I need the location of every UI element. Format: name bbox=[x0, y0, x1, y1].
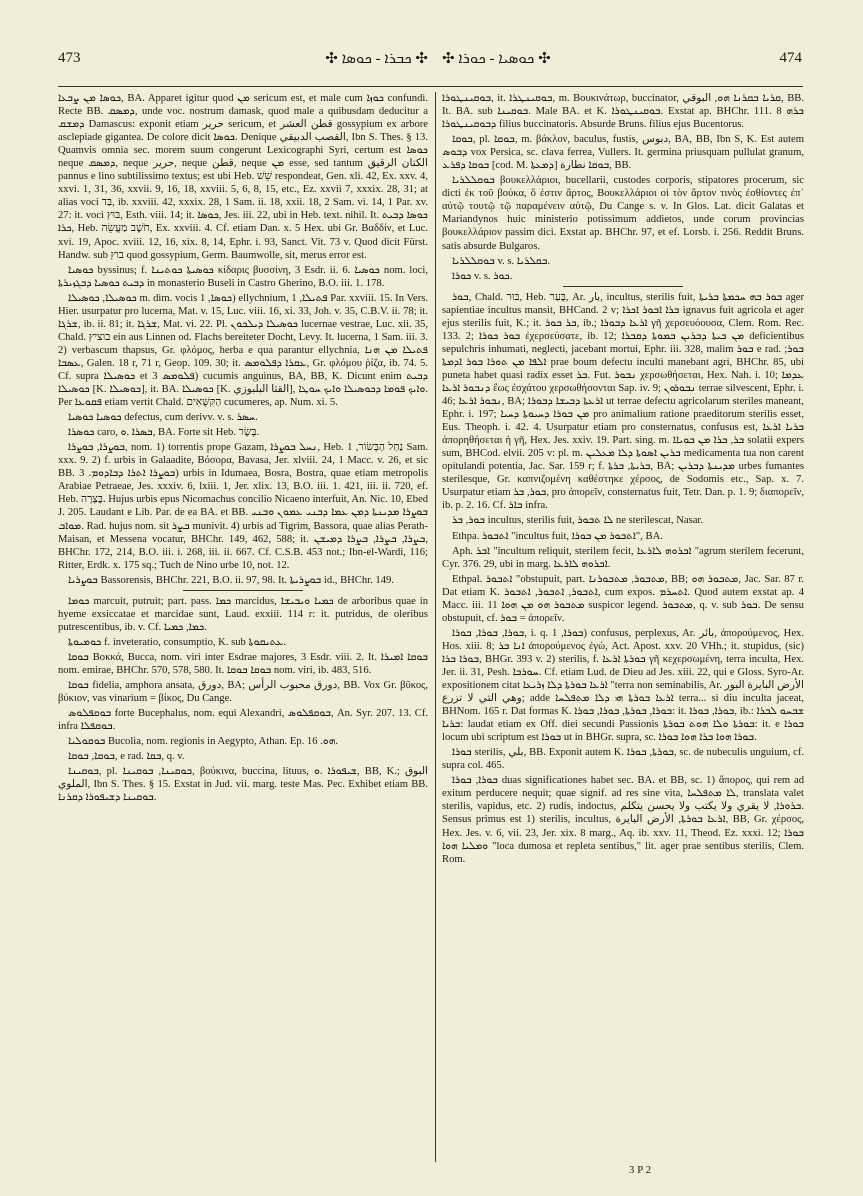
dictionary-entry: ܒܘܪ, ܒܪ incultus, sterilis fuit, ܠܐ ܬܒܘܪ ne sterilescat, Nasar. bbox=[452, 515, 703, 527]
signature-mark: 3 P 2 bbox=[628, 1164, 652, 1176]
dictionary-entry: ܟܘܣܝܐ ܟܘܣܝܐ defectus, cum derivv. v. s. ܚܣܪ. bbox=[68, 412, 258, 424]
dictionary-entry: ܒܘܩܐ fidelia, amphora ansata, دورق, BA; دورق محبوب الرأس, BB. Vox Gr. βῦκος, βύκιον, vas vinarium = βίκος, Du Cange. bbox=[58, 680, 428, 705]
dictionary-entry: ܒܘܩܠܠܪܝܐ v. s. ܒܩܠܪܝܐ. bbox=[452, 255, 551, 267]
dictionary-entry: ܒܘܩܐ Βοκκά, Bucca, nom. viri inter Esdrae majores, 3 Esdr. viii. 2. It. ܒܘܩܐ ܐܡܝܪܐ nom. emirae, BHChr. 570, 578, 580. It. ܒܘܩܐ ܒܘܩܐ nom. viri, ib. 483, 516. bbox=[58, 651, 428, 676]
dictionary-entry: ܒܘܩܐ, pl. ܒܘܩܐ, m. βάκλον, baculus, fustis, دبوس, BA, BB, Ibn S, K. Est autem ܕܒܘܣ vox Persica, sc. clava ferrea, Vullers. It. germina priusquam pullulat granum, ܒܘܩܐ ܕܦܪܥ [cod. M. ܕܡܥܬܐ] ܒܘܩܐ نطارة, BB. bbox=[442, 134, 804, 172]
dictionary-entry: ܟܘܡܐ marcuit, putruit; part. pass. ܟܡܐ marcidus, ܟܡܝܐ ܘܝܒܝܫܐ de arboribus quae in hyeme exsiccatae et marcidae sunt, Laud. exxiii. 114 r: it. putridus, de oleribus putrescentibus, ib. v. Cf. ܟܡܐ, ܟܡܝܐ. bbox=[58, 595, 428, 633]
dictionary-entry: ܒܘܩܐ, ܒܘܩܐ, e rad. ܒܩܐ, q. v. bbox=[68, 751, 185, 763]
dictionary-entry: ܒܘܩܘܠܝܐ Bucolia, nom. regionis in Aegypto, Athan. Ep. ܗܘ. 16. bbox=[68, 736, 338, 748]
dictionary-entry: Aph. ܐܒܪ "incultum reliquit, sterilem fecit, ܐܒܪܘܗ ܠܐܪܥܐ "agrum sterilem fecerunt, Cyr. 376. 29, ubi in marg. ܐܒܪܘܗ ܠܐܪܥܐ. bbox=[442, 545, 804, 570]
right-column bbox=[442, 92, 804, 1162]
dictionary-entry: ܒܘܩܦܠܘܣ forte Bucephalus, nom. equi Alexandri, ܒܘܩܦܠܘܣ, An. Syr. 207. 13. Cf. infra ܒܘܩܦܠܐ. bbox=[58, 708, 428, 733]
left-page-number: 473 bbox=[58, 49, 81, 66]
dictionary-entry: ܒܘܩܝܢܐ, pl. ܒܘܩܝܢܐ, ܒܘܩܝܢܐ, βούκινα, buccina, lituus, ܫܝܦܘܪܐ .ܘ, BB, K.; البوق الملوي, Ibn S. Thes. § 15. Exstat in Jud. vii. marg. teste Mas. Pec. Exhibet etiam BB. ܒܘܩܝܢܐ ܕܫܝܦܘܪܐ ܕܩܪܢܐ. bbox=[58, 766, 428, 804]
dictionary-entry: Ethpal. ܐܬܒܘܪ "obstupuit, part. ܡܬܒܘܪ, ܡܬܒܘܪܢܐ, BB; ܡܬܒܘܪ ܗܘ, Jac. Sar. 87 r. Dat etiam K. ܐܬܒܘܪ, ܐܬܒܘܪ, ܐܬܒܘܪ, cum expos. ܐܬܚܪܡ. Quod autem exstat ap. 4 Macc. iii. 11 ܡܬܒܘܪ ܗܘ ܡܢ ܗܘܐ suspicor legend. ܡܬܒܘܪ, q. v. sub ܒܘܪ. De sensu obstupuit, cf. ܒܘܪ = ἀπορεῖν. bbox=[442, 573, 804, 624]
dictionary-entry: ܟܘܣܝܠܐ, ܟܘܣܝܠܐ m. dim. vocis ܟܘܣܐ, 1) ellychnium, ܦܬܝܠܐ, 1 Par. xxviii. 15. In Vers. Hier. usurpatur pro lucerna, Mat. v. 15, Luc. viii. 16, xi. 33, Joh. v. 35, C.B.V. ii. 78; it. ܫܪܓܐ, ib. ii. 81; it. ܫܪܓܐ, Mat. vi. 22. Pl. ܟܘܣܝܠܐ ܕܝܠܟܘܢ lucernae vestrae, Luc. xii. 35, Chald. בוציץ ein aus Linnen od. Flachs bereiteter Docht, Levy. It. lucerna, 1 Sam. iii. 3. 2) verbascum thapsus, Gr. φλόμος, herba e qua parantur ellychnia, ܦܬܝܠܐ ܡܢ ܗܢܐ ܥܣܒܐ, Galen. 18 r, 71 r, Geop. 109. 30; it. ܥܩܪܐ ܕܦܠܘܡܣ, Gr. φλόμου ῥίζα, ib. 74. 5. Cf. supra ܟܘܣܝܠܐ et ܦܠܘܡܣ 3) cucumis anguinus, BA, BB, K. Dicunt enim ܕܒܝܬ ܟܘܣܝܠܐ [K. ܟܘܣܝܠܐ], it. BA. ܟܘܣܝܠܐ [K. القثا البلبوزي], ܘܐܝܟ ܦܘܡܐ ܕܟܘܣܝܠܐ ܘܐܝܟ ܚܘܛܐ. Per ܦܩܘܥܐ etiam vertit Chald. הַקִּשֻּׁאִים cucumeres, ap. Num. xi. 5. bbox=[58, 292, 428, 409]
right-page-header bbox=[442, 40, 802, 76]
dictionary-entry: ܟܘܣܐ ܡܢ ܨܒܥܐ, BA. Apparet igitur quod ܡܢ sericum est, et male cum ܟܘܙܐ confundi. Recte BB. ܕܡܣܩ, unde voc. nostrum damask, quod male a quibusdam deducitur a ܕܡܫܩ Damascus: exponit etiam حرير sericum, et قطن العشر gossypium ex arbore asclepiade gigantea. De colore dicit ܟܘܣܐ. Denique القصب الدبيقي, Ibn S. Thes. § 13. Quamvis omnia sec. morem suum congerunt Lexicographi Syri, certum est ܟܘܣܐ neque ܕܡܣܩ, neque حرير, neque قطن, neque ܡܢ esse, sed tantum الكتان الرقيق pannus e lino subtilissimo textus; est ubi Heb. שֵׁשׁ respondeat, Gen. xli. 42, Ex. xxv. 4, xxvi. 1, 31, 36, xxvii. 9, 16, 18, xxviii. 5, 6, 8, 15, etc., Ez. xxvii 7, xxxix. 28, 31; at alias voci בַּד, ib. xxviii. 42, xxxix. 28, 1 Sam. ii. 18, xxii. 18, 2 Sam. vi. 14, 1 Par. xv. 27: it. voci בּוּץ, Esth. viii. 14; it. ܟܘܣܐ, Jes. iii. 22, ubi in Heb. text. nihil. It. ܟܘܣܐ ܕܒܝܬ ܟܪܐ, Heb. חֹשֶׁב מַעֲשֵׂה, Ex. xxviii. 4. Cf. etiam Dan. x. 5 Hex. ubi Gr. Βαδδίν, et Luc. xvi. 19, Apoc. xviii. 12, 16, xix. 8, 14, Ephr. i. 93, Sanct. Vit. 73 v. Quod dicit Fürst. Handw. sub בוץ quod gossypium, Germ. Baumwolle, sit, merus error est. bbox=[58, 93, 428, 261]
dictionary-entry: ܒܘܪ, Chald. בּוּר, Heb. בָּעַר, Ar. بار, incultus, sterilis fuit, ܒܘܪ ܒܗ ܚܟܡܬܐ ܒܪܝܬܐ ager sapientiae incultus mansit, BHCand. 2 v; ܒܪܐ ܐܒܘܪ ܐܟܪܐ ignavus fuit agricola et ager ejus sterilis fuit, K.; it. ܒܪ ܒܘܪ, ib.; ܐܪܥܐ ܕܒܘܪܐ γῆ χερσευόουσα, Clem. Rom. Rec. 133. 2; ܒܘܪ ܟܘܪܐ ἐχερσεύσατε, ib. 12; ܡܢ ܒܝܬܐ ܕܒܪܝܢ ܒܡܘܬܐ ܕܩܒܪܐ deficientibus sepulchris inhumati, neglecti, jacebant mortui, Ephr. iii. 328, malim ܒܘܪ e rad. ܒܘܪ; ܐܠܦܐ ܡܢ ܬܘܪܐ ܒܘܪ ܐܕܡܬܐ prae boum defectu inculti manebant agri, BHChr. 85, ubi puneta habet quasi radix esset ܒܪ. Fut. ܢܒܘܪ χερσωθήσεται, Hex. Nah. i. 10; ܥܕܡܐ ܕܢܒܘܪ ܐܪܥܐ ἕως ἐσχάτου χερσωθήσονται Sap. iv. 9; ܢܒܘܪܘܢ terrae silvescent, Ephr. i. 46; ܢܒܘܪ ܐܪܥܐ, BA; ܐܪܥܬܐ ܕܒܝܫܐ ܕܒܘܪܐ ut terrae defectu agricolarum steriles maneant, Ephr. i. 197; ܡܢ ܒܘܪܐ ܕܚܝܘܬܐ ܕܚܝܐ pro animalium ratione praeditorum sterilis esset, Eus. Theoph. i. 42. 4. Usurpatur etiam pro consternatus, confusus est, ܒܪܝܐ ܐܪܥܐ ἀπορηθήσεται ἡ γῆ, Hex. Jes. xxiv. 19. Part. sing. m. ܒܪ, ܒܪܐ ܡܢ ܒܘܝܐܐ solatii expers sum, BHCod. elvii. 205 v: pl. m. ܒܪܝܢ ܐܣܘܬܐ ܕܠܐ ܡܥܠܝܢ medicamenta tua non carent opitulandi potentia, Jac. Sar. 159 r; f. ܒܪܝܬܐ, ܒܪܬܐ, BA; ܡܕܝܢܬܐ ܕܒܪܝܢ urbes fumantes sterilesque, Gr. καπνιζομένη καθέστηκε χέρσος, de Sodomis etc., Sap. x. 7. Usurpatur etiam ܒܘܪ, ܒܪ, pro ἀπορεῖν, consternatus fuit, Tetr. Dan. p. 1. 9; διαπορεῖν, ib. p. 2. 16. Cf. ܒܐܪ infra. bbox=[442, 291, 804, 512]
dictionary-entry: ܒܘܪܐ, ܒܘܪܐ, ܒܘܪܐ, i. q. ܒܘܪܐ, 1) confusus, perplexus, Ar. بائر, ἀπορούμενος, Hex. Hos. xiii. 8; ܐܢܐ ܒܪ ἀπορούμενος ἐγώ, Act. Apost. xxv. 20 VHh.; it. stupidus, (sic) ܒܘܪܐ ܒܪܐ, BHGr. 393 v. 2) sterilis, f. ܒܘܪܬܐ ܐܪܥܐ γῆ κεχερσωμένη, terra inculta, Hex. Jer. ii. 31, Pesh. ܚܘܪܒܐ. Cf. etiam Lud. de Dieu ad Jes. xiii. 22, qui e Gloss. Syro-Ar. expositionem citat ܐܪܥܐ ܒܘܪܬܐ ܕܠܐ ܙܪܝܥܐ "terra non seminabilis, Ar. الأرض البايرة البور وهي التي لا تزرع; adde ܐܪܥܐ ܒܘܪܬܐ ܗܝ ܕܠܐ ܡܬܦܠܚܐ terra... si diu inculta jaceat, BHNom. 165 r. Dat formas K. ܒܘܪܐ, ܒܘܪܬܐ, ܒܘܪܐ, ܒܘܪܐ: it. ܒܘܪܐ, ܒܘܪܐ, ib.: ܫܒܚܘ ܠܒܪܐ ܒܪܝܐ: laudat etiam ex Off. diei secundi Passionis ܒܘܪܬܐ ܘܠܐ ܗܘܬ ܒܘܪܬܐ: it. e ܒܘܪܐ locum ubi scriptum est ܒܘܪܐ ut in BHGr. supra, sc. ܒܘܪܐ ܗܘܐ ܒܪܐ ܗܘܐ ܒܘܪܐ. bbox=[442, 627, 804, 744]
dictionary-entry: ܟܘܪܐ v. s. ܟܘܪ. bbox=[452, 270, 513, 282]
dictionary-entry: ܒܘܪܐ sterilis, بلي, BB. Exponit autem K. ܒܘܪܬܐ, ܒܘܪܐ, sc. de nubeculis unguium, cf. supra col. 465. bbox=[442, 747, 804, 772]
right-running-title: ✣ ܟܘܣܝܐ - ܟܘܪܐ ✣ bbox=[442, 50, 551, 67]
dictionary-entry: ܒܘܩܠܠܪܝܐ βουκελλάριοι, bucellarii, custodes corporis, stipatores procerum, sic dicti ἐκ τοῦ βούκα, ὅ ἐστιν ἄρτος, Βουκελλάριοι οἱ τὸν ἄρτον τινὸς ἐσθίοντες ἐπ᾽ αὐτῷ τουτῷ τῷ παραμένειν αὐτῷ, Du Cange s. v. In Glos. Lat. dicit Galatas et Mariandynos huic ministerio potissimum addietos, unde corum provincias βουκελλάριον passim dici. Exstat ap. BHChr. 97, et ef. Lorsb. i. 256. Reddit Bruns. satis absurde Bulgaros. bbox=[442, 175, 804, 252]
dictionary-entry: ܟܘܡܝܘܬܐ f. inveteratio, consumptio, K. sub ܥܬܝܩܘܬܐ. bbox=[68, 636, 287, 648]
dictionary-entry: ܒܘܪܐ, ܒܘܪܐ duas significationes habet sec. BA. et BB, sc. 1) ἄπορος, qui rem ad exitum perducere nequit; quae signif. ad res sine vita, ܠܐ ܡܬܦܠܚܐ, translata valet sterilis, vapidus, etc. 2) rudis, indoctus, ܒܪܘܪܐ, لا يقري ولا يكتب ولا يحسن يتكلم. Sensus primus est 1) sterilis, incultus, ܐܪܥܐ ܒܘܪܬܐ, الأرض البايرة, BB, Gr. χέρσος, Hex. Jes. v. 6, vii. 23, Jer. xix. 8 marg., Aq. ib. xxv. 11, Theod. Ez. xxxi. 12; ܒܘܪܐ ܘܡܠܝܐ ܗܘܐ "loca dumosa et repleta sentibus," lit. ager prae sentibus sterilis, Clem. Rom. bbox=[442, 775, 804, 865]
dictionary-entry: ܟܘܣܪܐ caro, ܒܣܪܐ .ܘ, BA. Forte sit Heb. בָּשָׂר. bbox=[68, 427, 260, 439]
entry-separator bbox=[563, 286, 683, 287]
dictionary-entry: ܒܘܨܪܐ, ܒܘܨܪܐ, nom. 1) torrentis prope Gazam, ܢܚܠ ܒܘܨܪܐ, Heb. נַחַל הַבְּשׂוֹר, 1 Sam. xxx. 9. 2) f. urbis in Galaadite, Βόσορα, Bavasa, Jer. xlviii. 24, 1 Macc. v. 26, et sic BB. ܒܘܨܪܐ ܐܬܪܐ ܕܒܐܕܘܡ. 3) urbis in Idumaea, Bosra, Bostra, quae etiam metropolis Arabiae Petraeae, Jes. xxxiv. 6, lxiii. 1, Jer. xlix. 13, B.O. iii. 1. 421, iii. ii. 720, ef. Heb. בָּצְרָה. Hujus urbis epus Nicomachus concilio Nicaeno interfuit, An. Nic. 10, Ebed J. 205. Laudant e Lib. Par. de ea BA. et BB. ܒܘܨܪܐ ܡܕܝܢܬܐ ܕܡܢ ܥܡܐ ܕܒܢܝ ܥܡܘܢ ܘܒܢܝ ܡܘܐܒ. Rad. hujus nom. sit ܒܨܪ munivit. 4) urbis ad Tigrim, Bassora, quae alias Perath-Maisan, et Messena vocatur, BHChr. 149, 462, 588; it. ܒܨܪܐ, ܒܨܪܐ, ܒܨܪܐ ܕܡܝܫܢ, BHChr. 172, 214, B.O. iii. i. 268, iii. ii. 667. Cf. C.S.B. 453 not.; Ibn-el-Wardi, 116; Ritter, Erdk. x. 175 sq.; Tuch de Nino urbe 10, not. 12. bbox=[58, 442, 428, 571]
dictionary-entry: ܟܘܣܝܐ byssinus; f. ܟܘܣܝܬܐ ܟܘܬܝܢܐ κίδαρις βυσσίνη, 3 Esdr. ii. 6. ܟܘܣܝܐ nom. loci, ܕܒܝܬ ܟܘܣܝܐ ܕܒܓܙܝܪܬܐ in monasterio Buseli in Castro Gherino, B.O. iii. 1. 178. bbox=[58, 264, 428, 289]
left-page-header bbox=[58, 40, 428, 76]
dictionary-entry: ܒܘܨܪܝܐ Bassorensis, BHChr. 221, B.O. ii. 97, 98. It. ܒܘܨܪܝܬܐ id., BHChr. 149. bbox=[68, 574, 394, 586]
left-running-title: ✣ ܟܒܪܐ - ܟܘܣܐ ✣ bbox=[325, 50, 428, 67]
right-page-number: 474 bbox=[779, 49, 802, 66]
dictionary-entry: ܒܘܩܝܢܛܘܪܐ, it. ܒܘܩܝܢܛܪܐ, m. Βουκινάτωρ, buccinator, ܩܪܝܐ ܒܩܪܢܐ ܗܘ, البوقي, BB. It. BA. sub ܒܘܩܝܢܐ. Male BA. et K. ܒܘܩܝܢܛܘܪܐ. Exstat ap. BHChr. 111. 8 ܒܪܗ ܕܒܘܩܝܢܛܘܪܐ filius buccinatoris. Absurde Bruns. filius ejus Bucentorus. bbox=[442, 93, 804, 131]
dictionary-entry: Ethpa. ܐܬܒܘܪ "incultus fuit, ܐܬܒܘܪ ܡܢ ܒܘܪܐ", BA. bbox=[452, 530, 663, 542]
left-column bbox=[58, 92, 428, 1162]
column-divider bbox=[435, 92, 436, 1162]
header-rule bbox=[58, 86, 803, 87]
entry-separator bbox=[183, 590, 303, 591]
